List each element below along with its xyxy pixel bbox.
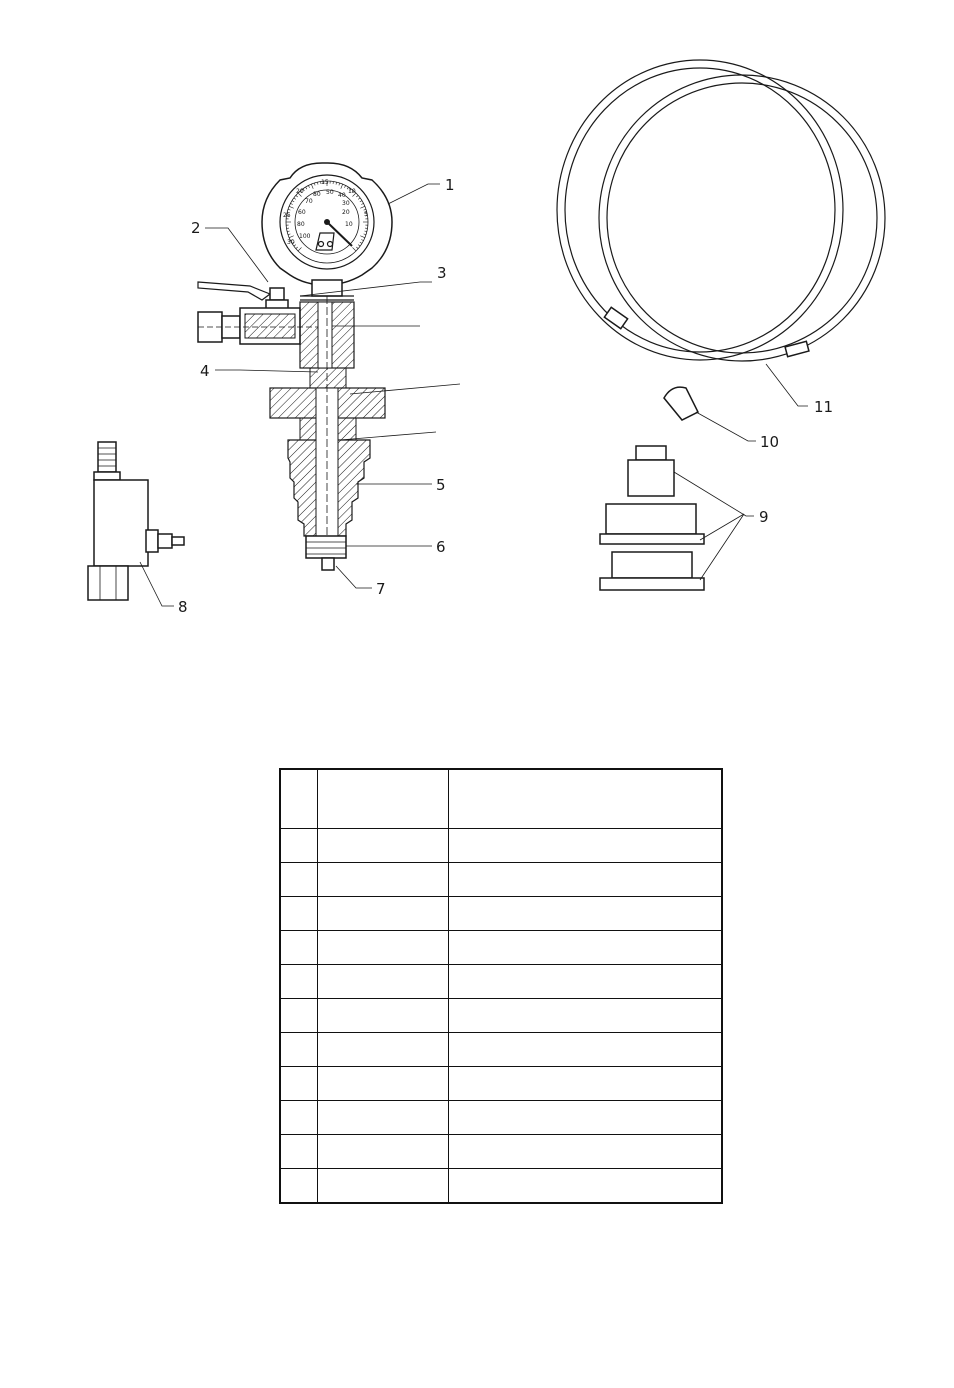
table-cell (449, 1169, 723, 1204)
table-row (280, 965, 722, 999)
table-cell (318, 897, 449, 931)
pressure-gauge (262, 163, 392, 285)
gauge-inner-label: 40 (338, 192, 346, 199)
header-cell (318, 769, 449, 829)
gauge-inner-label: 70 (305, 198, 313, 205)
table-cell (280, 999, 318, 1033)
sensor-part-8 (88, 442, 184, 600)
table-cell (280, 965, 318, 999)
table-cell (318, 863, 449, 897)
leader-lines (140, 184, 808, 606)
table-row (280, 897, 722, 931)
table-cell (318, 829, 449, 863)
table-cell (318, 1067, 449, 1101)
table-cell (449, 1033, 723, 1067)
gauge-inner-label: 100 (299, 233, 311, 240)
table-cell (318, 1033, 449, 1067)
table-cell (449, 1101, 723, 1135)
callout-6: 6 (436, 538, 446, 556)
table-row (280, 829, 722, 863)
gauge-inner-label: 20 (342, 209, 350, 216)
gauge-inner-label: 80 (313, 191, 321, 198)
table-cell (449, 1067, 723, 1101)
table-row (280, 999, 722, 1033)
table-row (280, 1067, 722, 1101)
header-cell (449, 769, 723, 829)
adapters-part-9 (600, 446, 704, 590)
table-cell (280, 1033, 318, 1067)
table-cell (318, 999, 449, 1033)
table-cell (318, 1101, 449, 1135)
table-row (280, 1169, 722, 1204)
table-cell (449, 965, 723, 999)
table-cell (449, 1135, 723, 1169)
table-row (280, 931, 722, 965)
callout-11: 11 (814, 398, 834, 416)
table-cell (280, 1101, 318, 1135)
callout-1: 1 (445, 176, 455, 194)
gauge-outer-label: 10 (348, 188, 356, 195)
table-cell (449, 897, 723, 931)
callout-2: 2 (191, 219, 201, 237)
gauge-inner-label: 60 (298, 209, 306, 216)
gauge-outer-label: 30 (287, 239, 295, 246)
table-cell (280, 931, 318, 965)
table-header-row (280, 769, 722, 829)
table-cell (318, 1135, 449, 1169)
hose-part-11 (557, 60, 885, 361)
table-cell (280, 829, 318, 863)
table-cell (449, 999, 723, 1033)
callout-7: 7 (376, 580, 386, 598)
table-row (280, 1101, 722, 1135)
table-cell (449, 931, 723, 965)
callout-4: 4 (200, 362, 210, 380)
table-cell (280, 1135, 318, 1169)
table-cell (449, 829, 723, 863)
gauge-outer-label: 15 (321, 179, 329, 186)
callout-3: 3 (437, 264, 447, 282)
cap-part-10 (664, 387, 698, 420)
table-cell (318, 931, 449, 965)
gauge-outer-label: 25 (283, 212, 291, 219)
callout-10: 10 (760, 433, 780, 451)
gauge-inner-label: 80 (297, 221, 305, 228)
parts-table (279, 768, 723, 1204)
table-cell (280, 863, 318, 897)
gauge-outer-label: 5 (364, 211, 368, 218)
gauge-inner-label: 30 (342, 200, 350, 207)
table-cell (318, 1169, 449, 1204)
table-cell (280, 1067, 318, 1101)
table-cell (449, 863, 723, 897)
table-row (280, 1135, 722, 1169)
gauge-inner-label: 50 (326, 189, 334, 196)
callout-9: 9 (759, 508, 769, 526)
table-cell (318, 965, 449, 999)
table-row (280, 1033, 722, 1067)
gauge-outer-label: 20 (296, 188, 304, 195)
table-cell (280, 897, 318, 931)
callout-5: 5 (436, 476, 446, 494)
header-cell (280, 769, 318, 829)
table-cell (280, 1169, 318, 1204)
gauge-inner-label: 10 (345, 221, 353, 228)
callout-8: 8 (178, 598, 188, 616)
table-row (280, 863, 722, 897)
